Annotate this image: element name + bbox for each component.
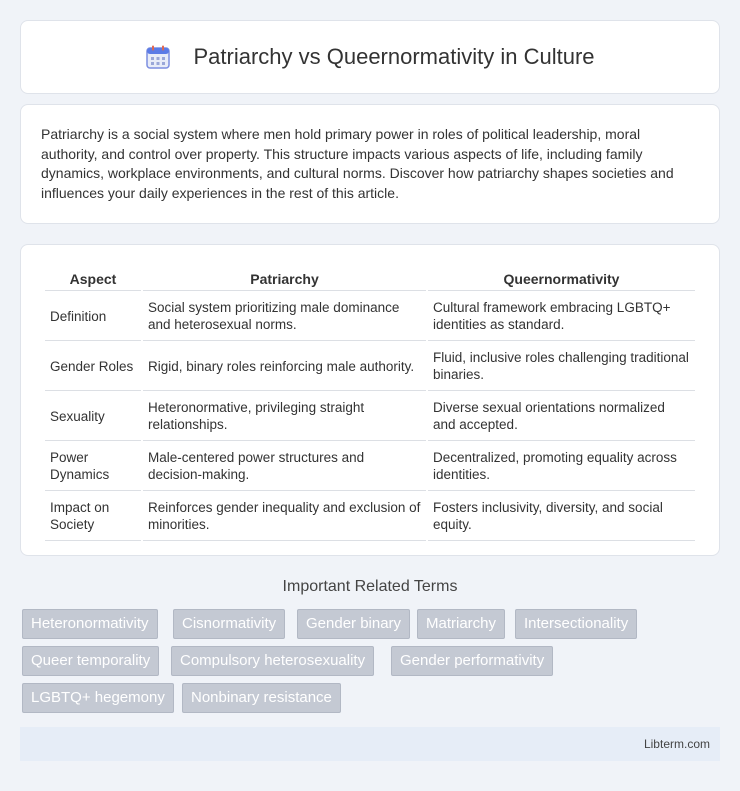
intro-card — [20, 104, 720, 224]
row-aspect: Impact on Society — [45, 493, 141, 541]
page-title: Patriarchy vs Queernormativity in Culture — [193, 44, 595, 69]
row-aspect: Power Dynamics — [45, 443, 141, 491]
header-patriarchy: Patriarchy — [143, 265, 426, 291]
row-queernormativity: Fosters inclusivity, diversity, and social equity. — [428, 493, 695, 541]
table-row — [45, 293, 695, 341]
comparison-table — [43, 263, 697, 543]
tag-heteronormativity[interactable]: Heteronormativity — [22, 609, 158, 639]
header-card — [20, 20, 720, 94]
intro-text: Patriarchy is a social system where men hold primary power in roles of political leadership, moral authority, and control over property. This structure impacts various aspects of life, including family dynamics, workplace environments, and cultural norms. Discover how patriarchy shapes societies and influences your daily experiences in the rest of this article. — [41, 126, 674, 201]
tag-gender-performativity[interactable]: Gender performativity — [391, 646, 553, 676]
tag-queer-temporality[interactable]: Queer temporality — [22, 646, 159, 676]
footer-brand-link[interactable]: Libterm.com — [643, 737, 710, 751]
row-patriarchy: Heteronormative, privileging straight relationships. — [143, 393, 426, 441]
row-aspect: Sexuality — [45, 393, 141, 441]
header-queernormativity: Queernormativity — [428, 265, 695, 291]
row-queernormativity: Fluid, inclusive roles challenging traditional binaries. — [428, 343, 695, 391]
row-patriarchy: Social system prioritizing male dominance and heterosexual norms. — [143, 293, 426, 341]
table-row — [45, 343, 695, 391]
tag-nonbinary-resistance[interactable]: Nonbinary resistance — [182, 683, 341, 713]
calendar-icon — [145, 44, 171, 70]
table-row — [45, 393, 695, 441]
row-patriarchy: Male-centered power structures and decision-making. — [143, 443, 426, 491]
row-queernormativity: Decentralized, promoting equality across identities. — [428, 443, 695, 491]
header-aspect: Aspect — [45, 265, 141, 291]
tag-intersectionality[interactable]: Intersectionality — [515, 609, 637, 639]
table-header-row — [45, 265, 695, 291]
tag-matriarchy[interactable]: Matriarchy — [417, 609, 505, 639]
table-row — [45, 493, 695, 541]
row-patriarchy: Reinforces gender inequality and exclusion of minorities. — [143, 493, 426, 541]
row-queernormativity: Diverse sexual orientations normalized and accepted. — [428, 393, 695, 441]
tag-lgbtq-hegemony[interactable]: LGBTQ+ hegemony — [22, 683, 174, 713]
related-terms-title: Important Related Terms — [282, 578, 458, 595]
row-patriarchy: Rigid, binary roles reinforcing male authority. — [143, 343, 426, 391]
row-queernormativity: Cultural framework embracing LGBTQ+ identities as standard. — [428, 293, 695, 341]
comparison-table-card — [20, 244, 720, 556]
row-aspect: Gender Roles — [45, 343, 141, 391]
table-row — [45, 443, 695, 491]
tag-gender-binary[interactable]: Gender binary — [297, 609, 410, 639]
footer — [20, 727, 720, 761]
row-aspect: Definition — [45, 293, 141, 341]
tag-cisnormativity[interactable]: Cisnormativity — [173, 609, 285, 639]
tag-compulsory-heterosexuality[interactable]: Compulsory heterosexuality — [171, 646, 374, 676]
